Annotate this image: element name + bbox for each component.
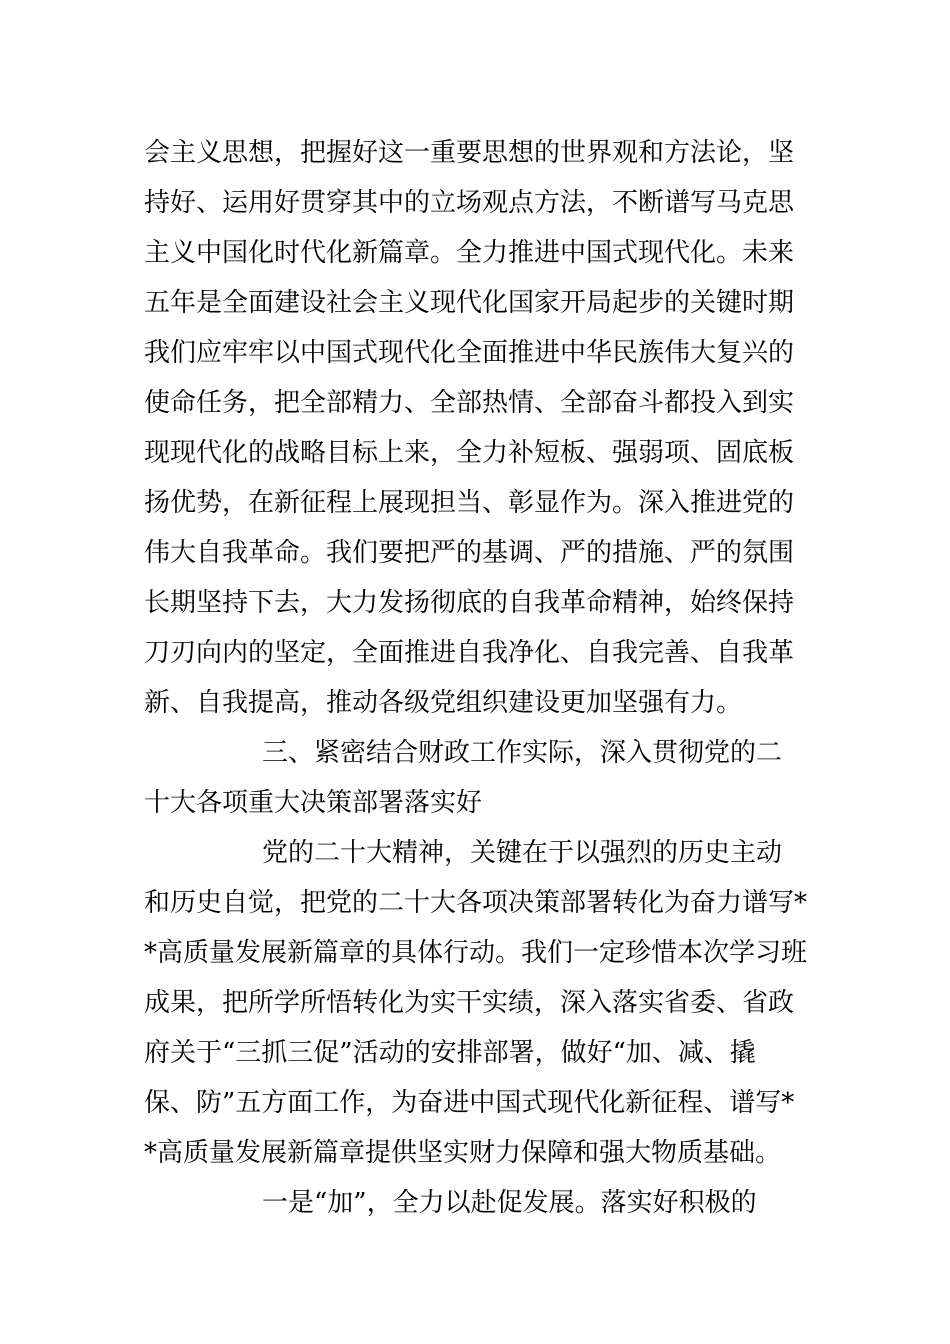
paragraph-first-line: 一是“加”，全力以赴促发展。落实好积极的: [262, 1188, 757, 1218]
body-text-line: *高质量发展新篇章的具体行动。我们一定珍惜本次学习班: [144, 938, 808, 968]
section-heading-line: 十大各项重大决策部署落实好: [144, 788, 483, 818]
section-heading-line: 三、紧密结合财政工作实际，深入贯彻党的二: [262, 738, 783, 768]
body-text-line: 我们应牢牢以中国式现代化全面推进中华民族伟大复兴的: [144, 338, 795, 368]
paragraph-first-line: 党的二十大精神，关键在于以强烈的历史主动: [262, 838, 783, 868]
body-text-line: 和历史自觉，把党的二十大各项决策部署转化为奋力谱写*: [144, 888, 808, 918]
body-text-line: 新、自我提高，推动各级党组织建设更加坚强有力。: [144, 688, 743, 718]
body-text-line: 主义中国化时代化新篇章。全力推进中国式现代化。未来: [144, 238, 795, 268]
body-text-line: 长期坚持下去，大力发扬彻底的自我革命精神，始终保持: [144, 588, 795, 618]
body-text-line: 会主义思想，把握好这一重要思想的世界观和方法论，坚: [144, 138, 795, 168]
body-text-line: 现现代化的战略目标上来，全力补短板、强弱项、固底板: [144, 438, 795, 468]
body-text-line: 使命任务，把全部精力、全部热情、全部奋斗都投入到实: [144, 388, 795, 418]
body-text-line: *高质量发展新篇章提供坚实财力保障和强大物质基础。: [144, 1138, 782, 1168]
body-text-line: 扬优势，在新征程上展现担当、彰显作为。深入推进党的: [144, 488, 795, 518]
body-text-line: 府关于“三抓三促”活动的安排部署，做好“加、减、撬: [144, 1038, 756, 1068]
body-text-line: 刀刃向内的坚定，全面推进自我净化、自我完善、自我革: [144, 638, 795, 668]
body-text-line: 伟大自我革命。我们要把严的基调、严的措施、严的氛围: [144, 538, 795, 568]
body-text-line: 保、防”五方面工作，为奋进中国式现代化新征程、谱写*: [144, 1088, 795, 1118]
body-text-line: 五年是全面建设社会主义现代化国家开局起步的关键时期: [144, 288, 795, 318]
body-text-line: 成果，把所学所悟转化为实干实绩，深入落实省委、省政: [144, 988, 795, 1018]
body-text-line: 持好、运用好贯穿其中的立场观点方法，不断谱写马克思: [144, 188, 795, 218]
